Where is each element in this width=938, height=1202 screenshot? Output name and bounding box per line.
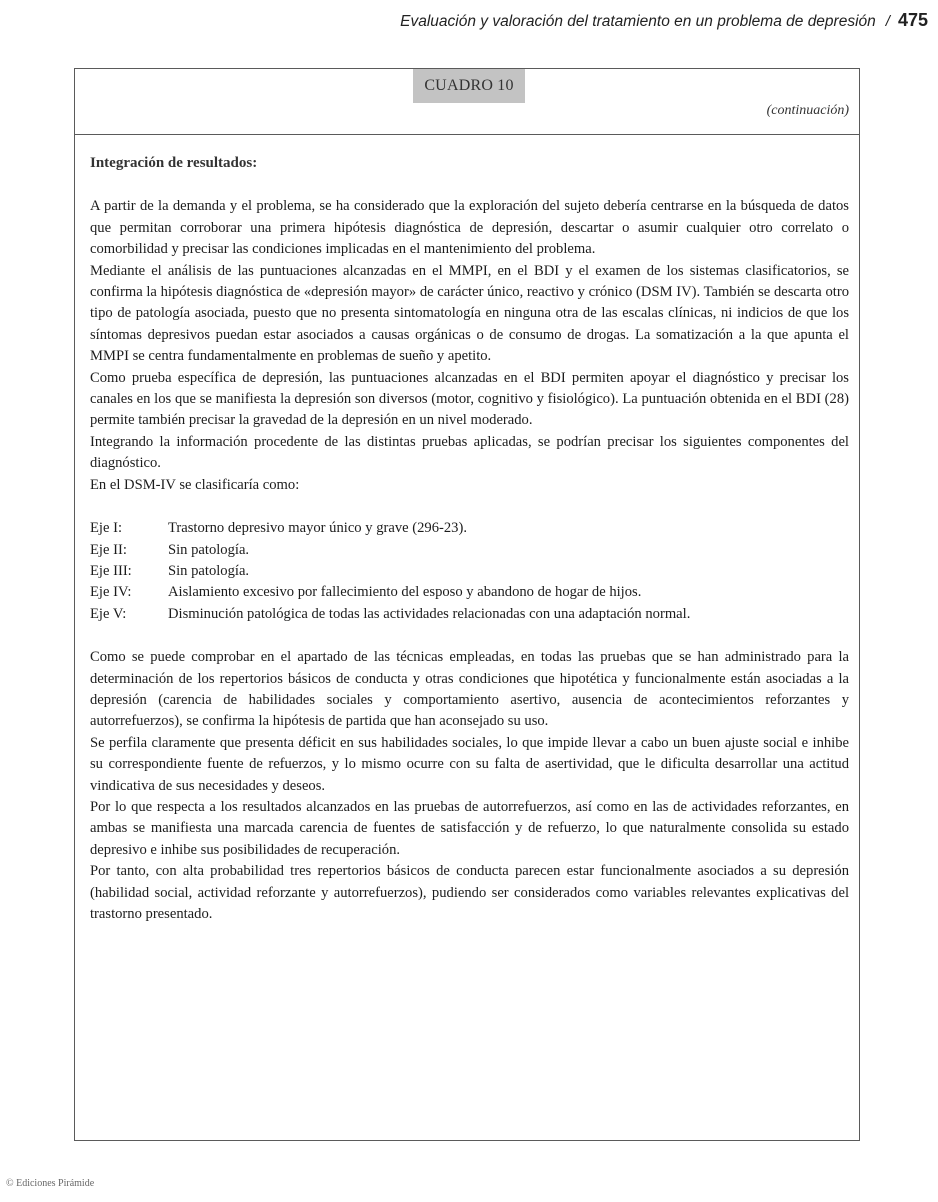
paragraph: Por tanto, con alta probabilidad tres repertorios básicos de conducta parecen estar funcionalmente asociados a su depresión (habilidad social, actividad reforzante y autorrefuerzos), pudiendo ser considerados como variables relevantes explicativas del trastorno presentado. bbox=[90, 863, 849, 922]
dsm-axes-list bbox=[90, 518, 849, 625]
section-title: Integración de resultados: bbox=[90, 155, 258, 171]
axis-key: Eje IV: bbox=[90, 584, 132, 601]
axis-row bbox=[90, 582, 849, 603]
paragraph: Por lo que respecta a los resultados alcanzados en las pruebas de autorrefuerzos, así como en las de actividades reforzantes, en ambas se manifiesta una marcada carencia de fuentes de satisfacción y de refuerzo, lo que naturalmente consolida su estado depresivo e inhibe sus posibilidades de recuperación. bbox=[90, 798, 849, 858]
paragraph: A partir de la demanda y el problema, se ha considerado que la exploración del sujeto debería centrarse en la búsqueda de datos que permitan corroborar una primera hipótesis diagnóstica de depresión, descartar o asumir cualquier otro correlato o comorbilidad y precisar las condiciones implicadas en el mantenimiento del problema. bbox=[90, 198, 849, 258]
paragraph: Mediante el análisis de las puntuaciones alcanzadas en el MMPI, en el BDI y el examen de los sistemas clasificatorios, se confirma la hipótesis diagnóstica de «depresión mayor» de carácter único, reactivo y crónico (DSM IV). También se descarta otro tipo de patología asociada, puesto que no presenta sintomatología en ninguna otra de las escalas clínicas, ni indicios de que los síntomas depresivos puedan estar asociados a causas orgánicas o de consumo de drogas. La somatización a la que apunta el MMPI se centra fundamentalmente en problemas de sueño y apetito. bbox=[90, 262, 849, 365]
paragraph: Como se puede comprobar en el apartado de las técnicas empleadas, en todas las pruebas que se han administrado para la determinación de los repertorios básicos de conducta y otras condiciones que hipotética y funcionalmente están asociadas a la depresión (carencia de habilidades sociales y comportamiento asertivo, ausencia de acontecimientos reforzantes y autorrefuerzos), se confirma la hipótesis de partida que han aconsejado su uso. bbox=[90, 649, 849, 730]
axis-value: Trastorno depresivo mayor único y grave (296-23). bbox=[168, 520, 467, 537]
intro-paragraphs bbox=[90, 196, 849, 496]
axis-value: Aislamiento excesivo por fallecimiento del esposo y abandono de hogar de hijos. bbox=[168, 584, 642, 601]
axis-key: Eje III: bbox=[90, 562, 132, 579]
box-continuation-note: (continuación) bbox=[766, 103, 849, 118]
running-head-title: Evaluación y valoración del tratamiento en un problema de depresión bbox=[400, 13, 876, 30]
cuadro-box bbox=[74, 68, 860, 1141]
box-label: CUADRO 10 bbox=[413, 69, 525, 103]
axis-key: Eje I: bbox=[90, 520, 123, 537]
axis-key: Eje II: bbox=[90, 541, 127, 558]
page-number: 475 bbox=[897, 10, 928, 30]
box-body bbox=[75, 135, 859, 925]
axis-value: Sin patología. bbox=[168, 541, 250, 558]
paragraph: En el DSM-IV se clasificaría como: bbox=[90, 476, 300, 493]
axis-value: Disminución patológica de todas las actividades relacionadas con una adaptación normal. bbox=[168, 605, 691, 622]
copyright-footer: © Ediciones Pirámide bbox=[6, 1178, 95, 1189]
paragraph: Integrando la información procedente de las distintas pruebas aplicadas, se podrían precisar los siguientes componentes del diagnóstico. bbox=[90, 433, 849, 472]
axis-key: Eje V: bbox=[90, 605, 127, 622]
axis-row bbox=[90, 561, 849, 582]
paragraph: Se perfila claramente que presenta déficit en sus habilidades sociales, lo que impide llevar a cabo un buen ajuste social e inhibe su correspondiente fuente de refuerzos, y lo mismo ocurre con su falta de asertividad, que le dificulta desarrollar una actitud vindicativa de sus necesidades y deseos. bbox=[90, 734, 849, 794]
paragraph: Como prueba específica de depresión, las puntuaciones alcanzadas en el BDI permiten apoyar el diagnóstico y precisar los canales en los que se manifiesta la depresión son diversos (motor, cognitivo y fisiológico). La puntuación obtenida en el BDI (28) permite también precisar la gravedad de la depresión en un nivel moderado. bbox=[90, 369, 849, 429]
conclusion-paragraphs bbox=[90, 647, 849, 925]
axis-value: Sin patología. bbox=[168, 562, 250, 579]
axis-row bbox=[90, 604, 849, 625]
running-head bbox=[400, 10, 928, 31]
axis-row bbox=[90, 518, 849, 539]
axis-row bbox=[90, 540, 849, 561]
box-header bbox=[75, 69, 859, 135]
running-head-separator: / bbox=[885, 13, 890, 30]
